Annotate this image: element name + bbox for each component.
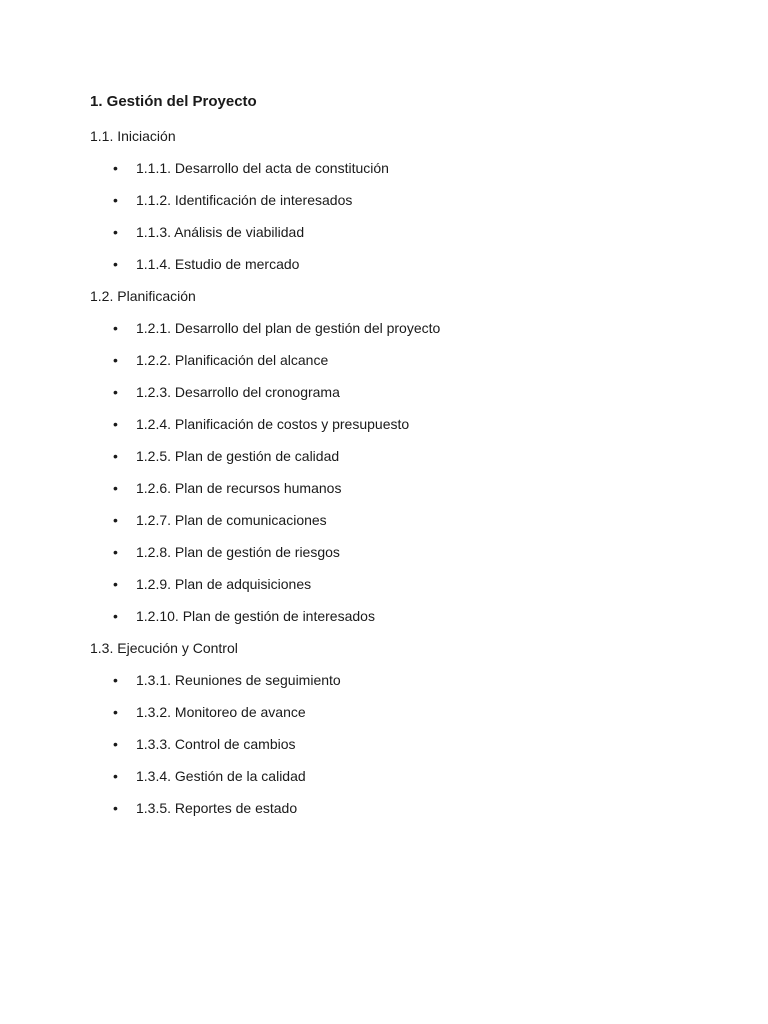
bullet-icon: • (113, 448, 118, 464)
bullet-icon: • (113, 416, 118, 432)
list-item-text: 1.3.5. Reportes de estado (136, 800, 298, 816)
bullet-list (90, 664, 710, 824)
bullet-icon: • (113, 704, 118, 720)
bullet-icon: • (113, 608, 118, 624)
list-item-text: 1.2.3. Desarrollo del cronograma (136, 384, 340, 400)
bullet-icon: • (113, 544, 118, 560)
list-item (90, 792, 710, 824)
bullet-icon: • (113, 320, 118, 336)
bullet-icon: • (113, 352, 118, 368)
list-item-text: 1.2.6. Plan de recursos humanos (136, 480, 342, 496)
list-item-text: 1.2.1. Desarrollo del plan de gestión del proyecto (136, 320, 441, 336)
list-item (90, 248, 710, 280)
list-item-text: 1.1.3. Análisis de viabilidad (136, 224, 305, 240)
list-item (90, 600, 710, 632)
list-item (90, 760, 710, 792)
section-heading: 1.1. Iniciación (90, 128, 176, 144)
section (90, 120, 710, 280)
list-item-text: 1.2.8. Plan de gestión de riesgos (136, 544, 340, 560)
document-title: 1. Gestión del Proyecto (90, 93, 257, 110)
bullet-icon: • (113, 800, 118, 816)
list-item (90, 504, 710, 536)
bullet-list (90, 152, 710, 280)
section-heading: 1.2. Planificación (90, 288, 196, 304)
bullet-list (90, 312, 710, 632)
section (90, 632, 710, 824)
list-item (90, 312, 710, 344)
bullet-icon: • (113, 192, 118, 208)
section (90, 280, 710, 632)
bullet-icon: • (113, 480, 118, 496)
list-item (90, 728, 710, 760)
bullet-icon: • (113, 672, 118, 688)
bullet-icon: • (113, 576, 118, 592)
list-item-text: 1.3.2. Monitoreo de avance (136, 704, 306, 720)
list-item-text: 1.2.5. Plan de gestión de calidad (136, 448, 340, 464)
bullet-icon: • (113, 736, 118, 752)
list-item (90, 152, 710, 184)
list-item-text: 1.1.1. Desarrollo del acta de constitución (136, 160, 389, 176)
list-item (90, 696, 710, 728)
section-heading: 1.3. Ejecución y Control (90, 640, 238, 656)
list-item-text: 1.3.3. Control de cambios (136, 736, 296, 752)
list-item-text: 1.2.2. Planificación del alcance (136, 352, 329, 368)
bullet-icon: • (113, 768, 118, 784)
list-item-text: 1.2.7. Plan de comunicaciones (136, 512, 327, 528)
document-page (90, 88, 710, 824)
list-item-text: 1.2.9. Plan de adquisiciones (136, 576, 312, 592)
bullet-icon: • (113, 384, 118, 400)
list-item-text: 1.2.4. Planificación de costos y presupuesto (136, 416, 410, 432)
list-item (90, 408, 710, 440)
list-item-text: 1.1.2. Identificación de interesados (136, 192, 353, 208)
bullet-icon: • (113, 256, 118, 272)
bullet-icon: • (113, 512, 118, 528)
list-item (90, 376, 710, 408)
list-item-text: 1.1.4. Estudio de mercado (136, 256, 300, 272)
bullet-icon: • (113, 224, 118, 240)
list-item (90, 216, 710, 248)
list-item (90, 472, 710, 504)
list-item (90, 568, 710, 600)
bullet-icon: • (113, 160, 118, 176)
list-item-text: 1.2.10. Plan de gestión de interesados (136, 608, 375, 624)
list-item (90, 536, 710, 568)
list-item (90, 344, 710, 376)
list-item (90, 184, 710, 216)
list-item (90, 440, 710, 472)
list-item-text: 1.3.1. Reuniones de seguimiento (136, 672, 341, 688)
list-item (90, 664, 710, 696)
list-item-text: 1.3.4. Gestión de la calidad (136, 768, 306, 784)
